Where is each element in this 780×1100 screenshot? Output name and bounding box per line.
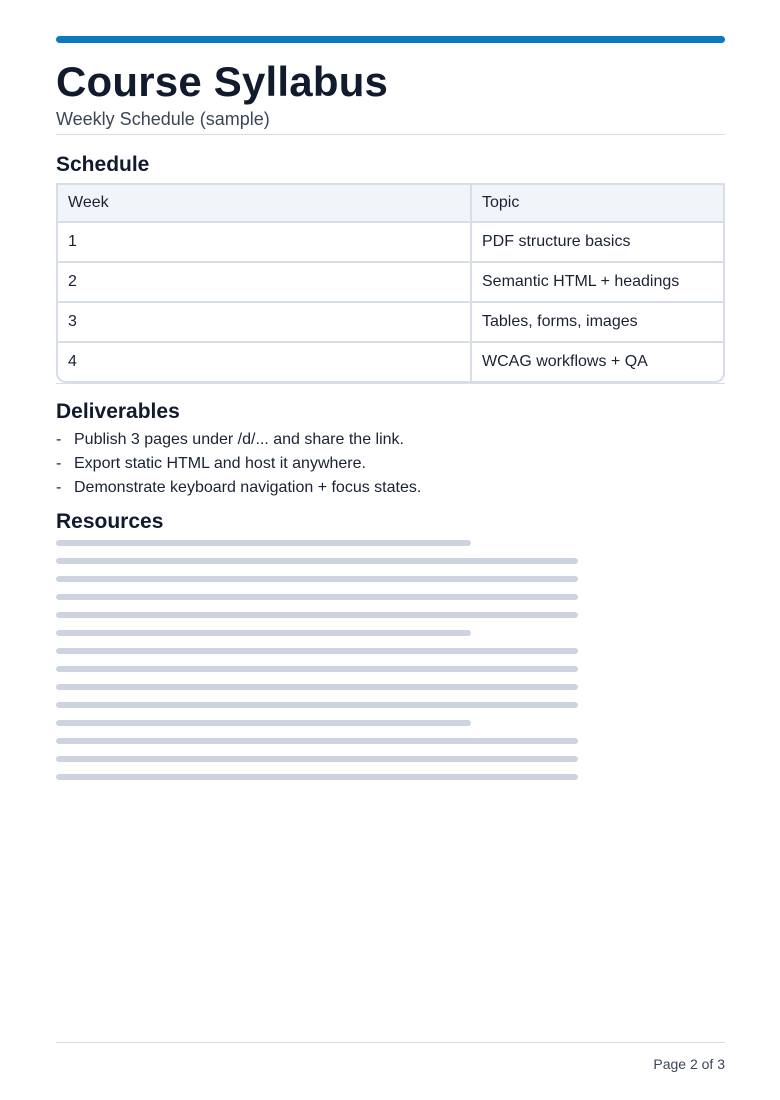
- document-page: [56, 36, 725, 792]
- page-subtitle: Weekly Schedule (sample): [56, 107, 725, 135]
- week-cell: 3: [58, 302, 471, 342]
- placeholder-line: [56, 594, 578, 600]
- schedule-heading: Schedule: [56, 153, 150, 176]
- column-header-topic: Topic: [471, 185, 723, 222]
- page-title: Course Syllabus: [56, 58, 389, 105]
- placeholder-line: [56, 702, 578, 708]
- table-header-row: [58, 185, 723, 222]
- deliverable-text: Publish 3 pages under /d/... and share the link.: [74, 431, 404, 448]
- section-divider: [56, 383, 725, 384]
- placeholder-line: [56, 630, 471, 636]
- week-cell: 4: [58, 342, 471, 381]
- list-item: [56, 428, 725, 452]
- column-header-week: Week: [58, 185, 471, 222]
- table-row: [58, 262, 723, 302]
- deliverable-text: Demonstrate keyboard navigation + focus states.: [74, 479, 422, 496]
- topic-cell: WCAG workflows + QA: [482, 353, 648, 370]
- deliverable-text: Export static HTML and host it anywhere.: [74, 455, 366, 472]
- placeholder-line: [56, 576, 578, 582]
- topic-cell: Semantic HTML + headings: [471, 262, 723, 302]
- schedule-table: [58, 185, 723, 381]
- topic-cell: PDF structure basics: [471, 222, 723, 262]
- bullet-dash: -: [56, 431, 62, 448]
- page-number: Page 2 of 3: [653, 1056, 725, 1072]
- accent-bar: [56, 36, 725, 43]
- week-cell: 1: [58, 222, 471, 262]
- bullet-dash: -: [56, 479, 62, 496]
- resources-heading: Resources: [56, 510, 164, 533]
- page-footer: [56, 1042, 725, 1072]
- deliverables-heading: Deliverables: [56, 400, 180, 423]
- resources-placeholder-text: [56, 540, 725, 780]
- placeholder-line: [56, 684, 578, 690]
- table-row: [58, 222, 723, 262]
- deliverables-list: [56, 428, 725, 500]
- placeholder-line: [56, 540, 471, 546]
- placeholder-line: [56, 558, 578, 564]
- placeholder-line: [56, 774, 578, 780]
- placeholder-line: [56, 648, 578, 654]
- placeholder-line: [56, 720, 471, 726]
- schedule-table-container: [56, 183, 725, 383]
- placeholder-line: [56, 666, 578, 672]
- list-item: [56, 452, 725, 476]
- table-row: [58, 342, 723, 381]
- placeholder-line: [56, 738, 578, 744]
- week-cell: 2: [58, 262, 471, 302]
- placeholder-line: [56, 612, 578, 618]
- list-item: [56, 476, 725, 500]
- topic-cell: Tables, forms, images: [471, 302, 723, 342]
- placeholder-line: [56, 756, 578, 762]
- table-row: [58, 302, 723, 342]
- bullet-dash: -: [56, 455, 62, 472]
